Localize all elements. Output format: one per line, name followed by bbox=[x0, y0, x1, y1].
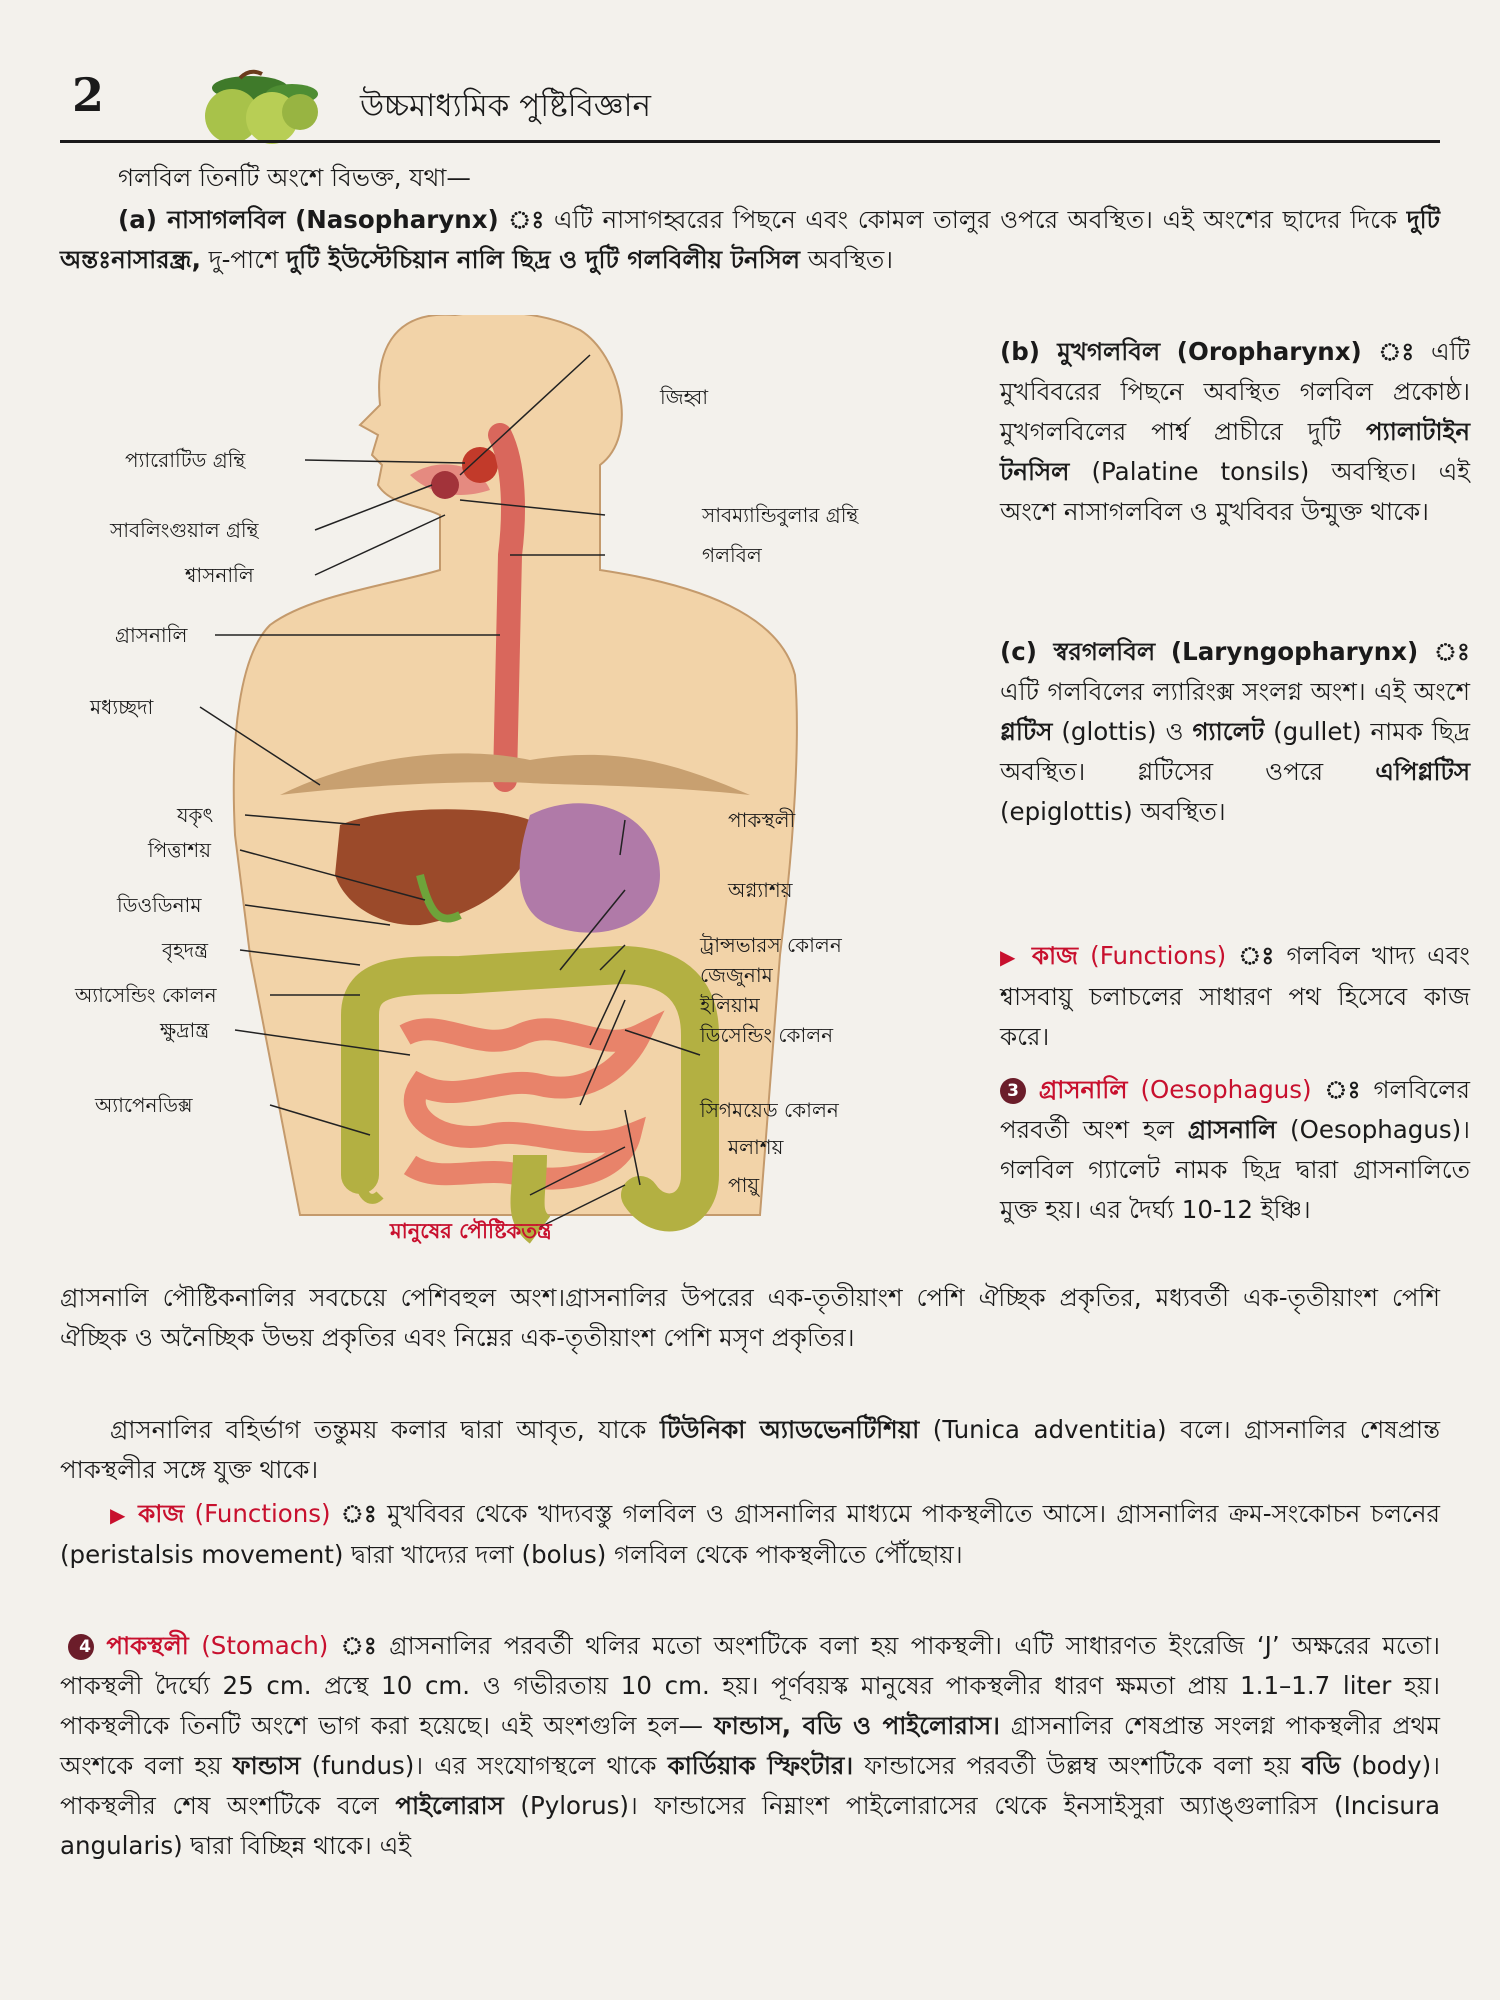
triangle-bullet-icon: ▶ bbox=[1000, 945, 1020, 969]
oesophagus-term: গ্রাসনালি bbox=[1038, 1075, 1128, 1104]
label-stomach: পাকস্থলী bbox=[728, 808, 796, 832]
stomach-term: পাকস্থলী bbox=[106, 1631, 189, 1660]
oesophagus-heading-paragraph: 3 গ্রাসনালি (Oesophagus) ঃ গলবিলের পরবর্তী অংশ হল গ্রাসনালি (Oesophagus)। গলবিল গ্যালেট নামক ছিদ্র দ্বারা গ্রাসনালিতে মুক্ত হয়। এর দৈর্ঘ্য 10-12 ইঞ্চি। bbox=[1000, 1075, 1470, 1224]
parotid-gland-shape bbox=[462, 447, 498, 483]
label-descending-colon: ডিসেন্ডিং কোলন bbox=[700, 1023, 834, 1047]
label-ileum: ইলিয়াম bbox=[700, 993, 760, 1017]
oropharynx-term: (b) মুখগলবিল bbox=[1000, 337, 1161, 366]
sublingual-gland-shape bbox=[431, 471, 459, 499]
label-submandibular-gland: সাবম্যান্ডিবুলার গ্রন্থি bbox=[702, 503, 859, 527]
label-duodenum: ডিওডিনাম bbox=[117, 893, 202, 917]
digestive-system-figure bbox=[60, 315, 990, 1250]
header-rule bbox=[60, 140, 1440, 143]
label-gall-bladder: পিত্তাশয় bbox=[148, 838, 212, 862]
stomach-paragraph: 4 পাকস্থলী (Stomach) ঃ গ্রাসনালির পরবর্তী থলির মতো অংশটিকে বলা হয় পাকস্থলী। এটি সাধারণত ইংরেজি ‘J’ অক্ষরের মতো। পাকস্থলী দৈর্ঘ্যে 25 cm. প্রস্থে 10 cm. ও গভীরতায় 10 cm. হয়। পূর্ণবয়স্ক মানুষের পাকস্থলীর ধারণ ক্ষমতা প্রায় 1.1–1.7 liter হয়। পাকস্থলীকে তিনটি অংশে ভাগ করা হয়েছে। এই অংশগুলি হল— ফান্ডাস, বডি ও পাইলোরাস। গ্রাসনালির শেষপ্রান্ত সংলগ্ন পাকস্থলীর প্রথম অংশকে বলা হয় ফান্ডাস (fundus)। এর সংযোগস্থলে থাকে কার্ডিয়াক স্ফিংটার। ফান্ডাসের পরবর্তী উল্লম্ব অংশটিকে বলা হয় বডি (body)। পাকস্থলীর শেষ অংশটিকে বলে পাইলোরাস (Pylorus)। ফান্ডাসের নিম্নাংশ পাইলোরাসের থেকে ইনসাইসুরা অ্যাঙ্গুলারিস (Incisura angularis) দ্বারা বিচ্ছিন্ন থাকে। এই bbox=[60, 1631, 1441, 1860]
pharynx-functions-paragraph: ▶ কাজ (Functions) ঃ গলবিল খাদ্য এবং শ্বাসবায়ু চলাচলের সাধারণ পথ হিসেবে কাজ করে। bbox=[1000, 941, 1470, 1051]
figure-caption: মানুষের পৌষ্টিকতন্ত্র bbox=[390, 1219, 552, 1243]
label-anus: পায়ু bbox=[728, 1173, 760, 1197]
fruit-icon bbox=[180, 66, 330, 146]
nasopharynx-term: (a) নাসাগলবিল bbox=[118, 205, 286, 234]
oesophagus-shape bbox=[500, 435, 513, 780]
oesophagus-muscle-paragraph: গ্রাসনালি পৌষ্টিকনালির সবচেয়ে পেশিবহুল অংশ।গ্রাসনালির উপরের এক-তৃতীয়াংশ পেশি ঐচ্ছিক প্রকৃতির, মধ্যবর্তী এক-তৃতীয়াংশ পেশি ঐচ্ছিক ও অনৈচ্ছিক উভয় প্রকৃতির এবং নিম্নের এক-তৃতীয়াংশ পেশি মসৃণ প্রকৃতির। bbox=[60, 1283, 1440, 1352]
page-number: 2 bbox=[72, 68, 105, 122]
label-rectum: মলাশয় bbox=[728, 1135, 784, 1159]
section-number-4-icon: 4 bbox=[68, 1634, 94, 1660]
label-jejunum: জেজুনাম bbox=[700, 963, 773, 987]
label-ascending-colon: অ্যাসেন্ডিং কোলন bbox=[75, 983, 217, 1007]
intro-text: গলবিল তিনটি অংশে বিভক্ত, যথা— bbox=[118, 163, 471, 192]
label-diaphragm: মধ্যচ্ছদা bbox=[90, 695, 154, 719]
label-parotid-gland: প্যারোটিড গ্রন্থি bbox=[125, 448, 246, 472]
book-title: উচ্চমাধ্যমিক পুষ্টিবিজ্ঞান bbox=[360, 88, 651, 124]
oesophagus-functions-paragraph: ▶ কাজ (Functions) ঃ মুখবিবর থেকে খাদ্যবস্তু গলবিল ও গ্রাসনালির মাধ্যমে পাকস্থলীতে আসে। গ্রাসনালির ক্রম-সংকোচন চলনের (peristalsis movement) দ্বারা খাদ্যের দলা (bolus) গলবিল থেকে পাকস্থলীতে পৌঁছোয়। bbox=[60, 1499, 1440, 1569]
label-trachea: শ্বাসনালি bbox=[185, 563, 254, 587]
nasopharynx-paragraph: (a) নাসাগলবিল (Nasopharynx) ঃ এটি নাসাগহ্বরের পিছনে এবং কোমল তালুর ওপরে অবস্থিত। এই অংশের ছাদের দিকে দুটি অন্তঃনাসারন্ধ্র, দু-পাশে দুটি ইউস্টেচিয়ান নালি ছিদ্র ও দুটি গলবিলীয় টনসিল অবস্থিত। bbox=[60, 205, 1440, 274]
section-number-3-icon: 3 bbox=[1000, 1078, 1026, 1104]
label-oesophagus: গ্রাসনালি bbox=[115, 623, 188, 647]
label-appendix: অ্যাপেনডিক্স bbox=[95, 1093, 193, 1117]
oropharynx-paragraph: (b) মুখগলবিল (Oropharynx) ঃ এটি মুখবিবরের পিছনে অবস্থিত গলবিল প্রকোষ্ঠ। মুখগলবিলের পার্শ্ব প্রাচীরে দুটি প্যালাটাইন টনসিল (Palatine tonsils) অবস্থিত। এই অংশে নাসাগলবিল ও মুখবিবর উন্মুক্ত থাকে। bbox=[1000, 337, 1470, 526]
oesophagus-tunica-paragraph: গ্রাসনালির বহির্ভাগ তন্তুময় কলার দ্বারা আবৃত, যাকে টিউনিকা অ্যাডভেনটিশিয়া (Tunica adventitia) বলে। গ্রাসনালির শেষপ্রান্ত পাকস্থলীর সঙ্গে যুক্ত থাকে। bbox=[60, 1415, 1441, 1484]
label-small-intestine: ক্ষুদ্রান্ত্র bbox=[160, 1018, 210, 1042]
laryngopharynx-paragraph: (c) স্বরগলবিল (Laryngopharynx) ঃ এটি গলবিলের ল্যারিংক্স সংলগ্ন অংশ। এই অংশে গ্লটিস (glottis) ও গ্যালেট (gullet) নামক ছিদ্র অবস্থিত। গ্লটিসের ওপরে এপিগ্লটিস (epiglottis) অবস্থিত। bbox=[1000, 637, 1470, 826]
label-sublingual-gland: সাবলিংগুয়াল গ্রন্থি bbox=[110, 518, 259, 542]
label-pancreas: অগ্ন্যাশয় bbox=[728, 878, 793, 902]
label-large-intestine: বৃহদন্ত্র bbox=[162, 938, 209, 962]
label-liver: যকৃৎ bbox=[177, 803, 214, 827]
label-pharynx: গলবিল bbox=[702, 543, 762, 567]
label-transverse-colon: ট্রান্সভারস কোলন bbox=[700, 933, 842, 957]
page-header bbox=[60, 60, 1440, 150]
label-tongue: জিহ্বা bbox=[660, 385, 709, 409]
laryngopharynx-term: (c) স্বরগলবিল bbox=[1000, 637, 1156, 666]
label-sigmoid-colon: সিগময়েড কোলন bbox=[700, 1098, 839, 1122]
triangle-bullet-icon: ▶ bbox=[110, 1503, 128, 1527]
